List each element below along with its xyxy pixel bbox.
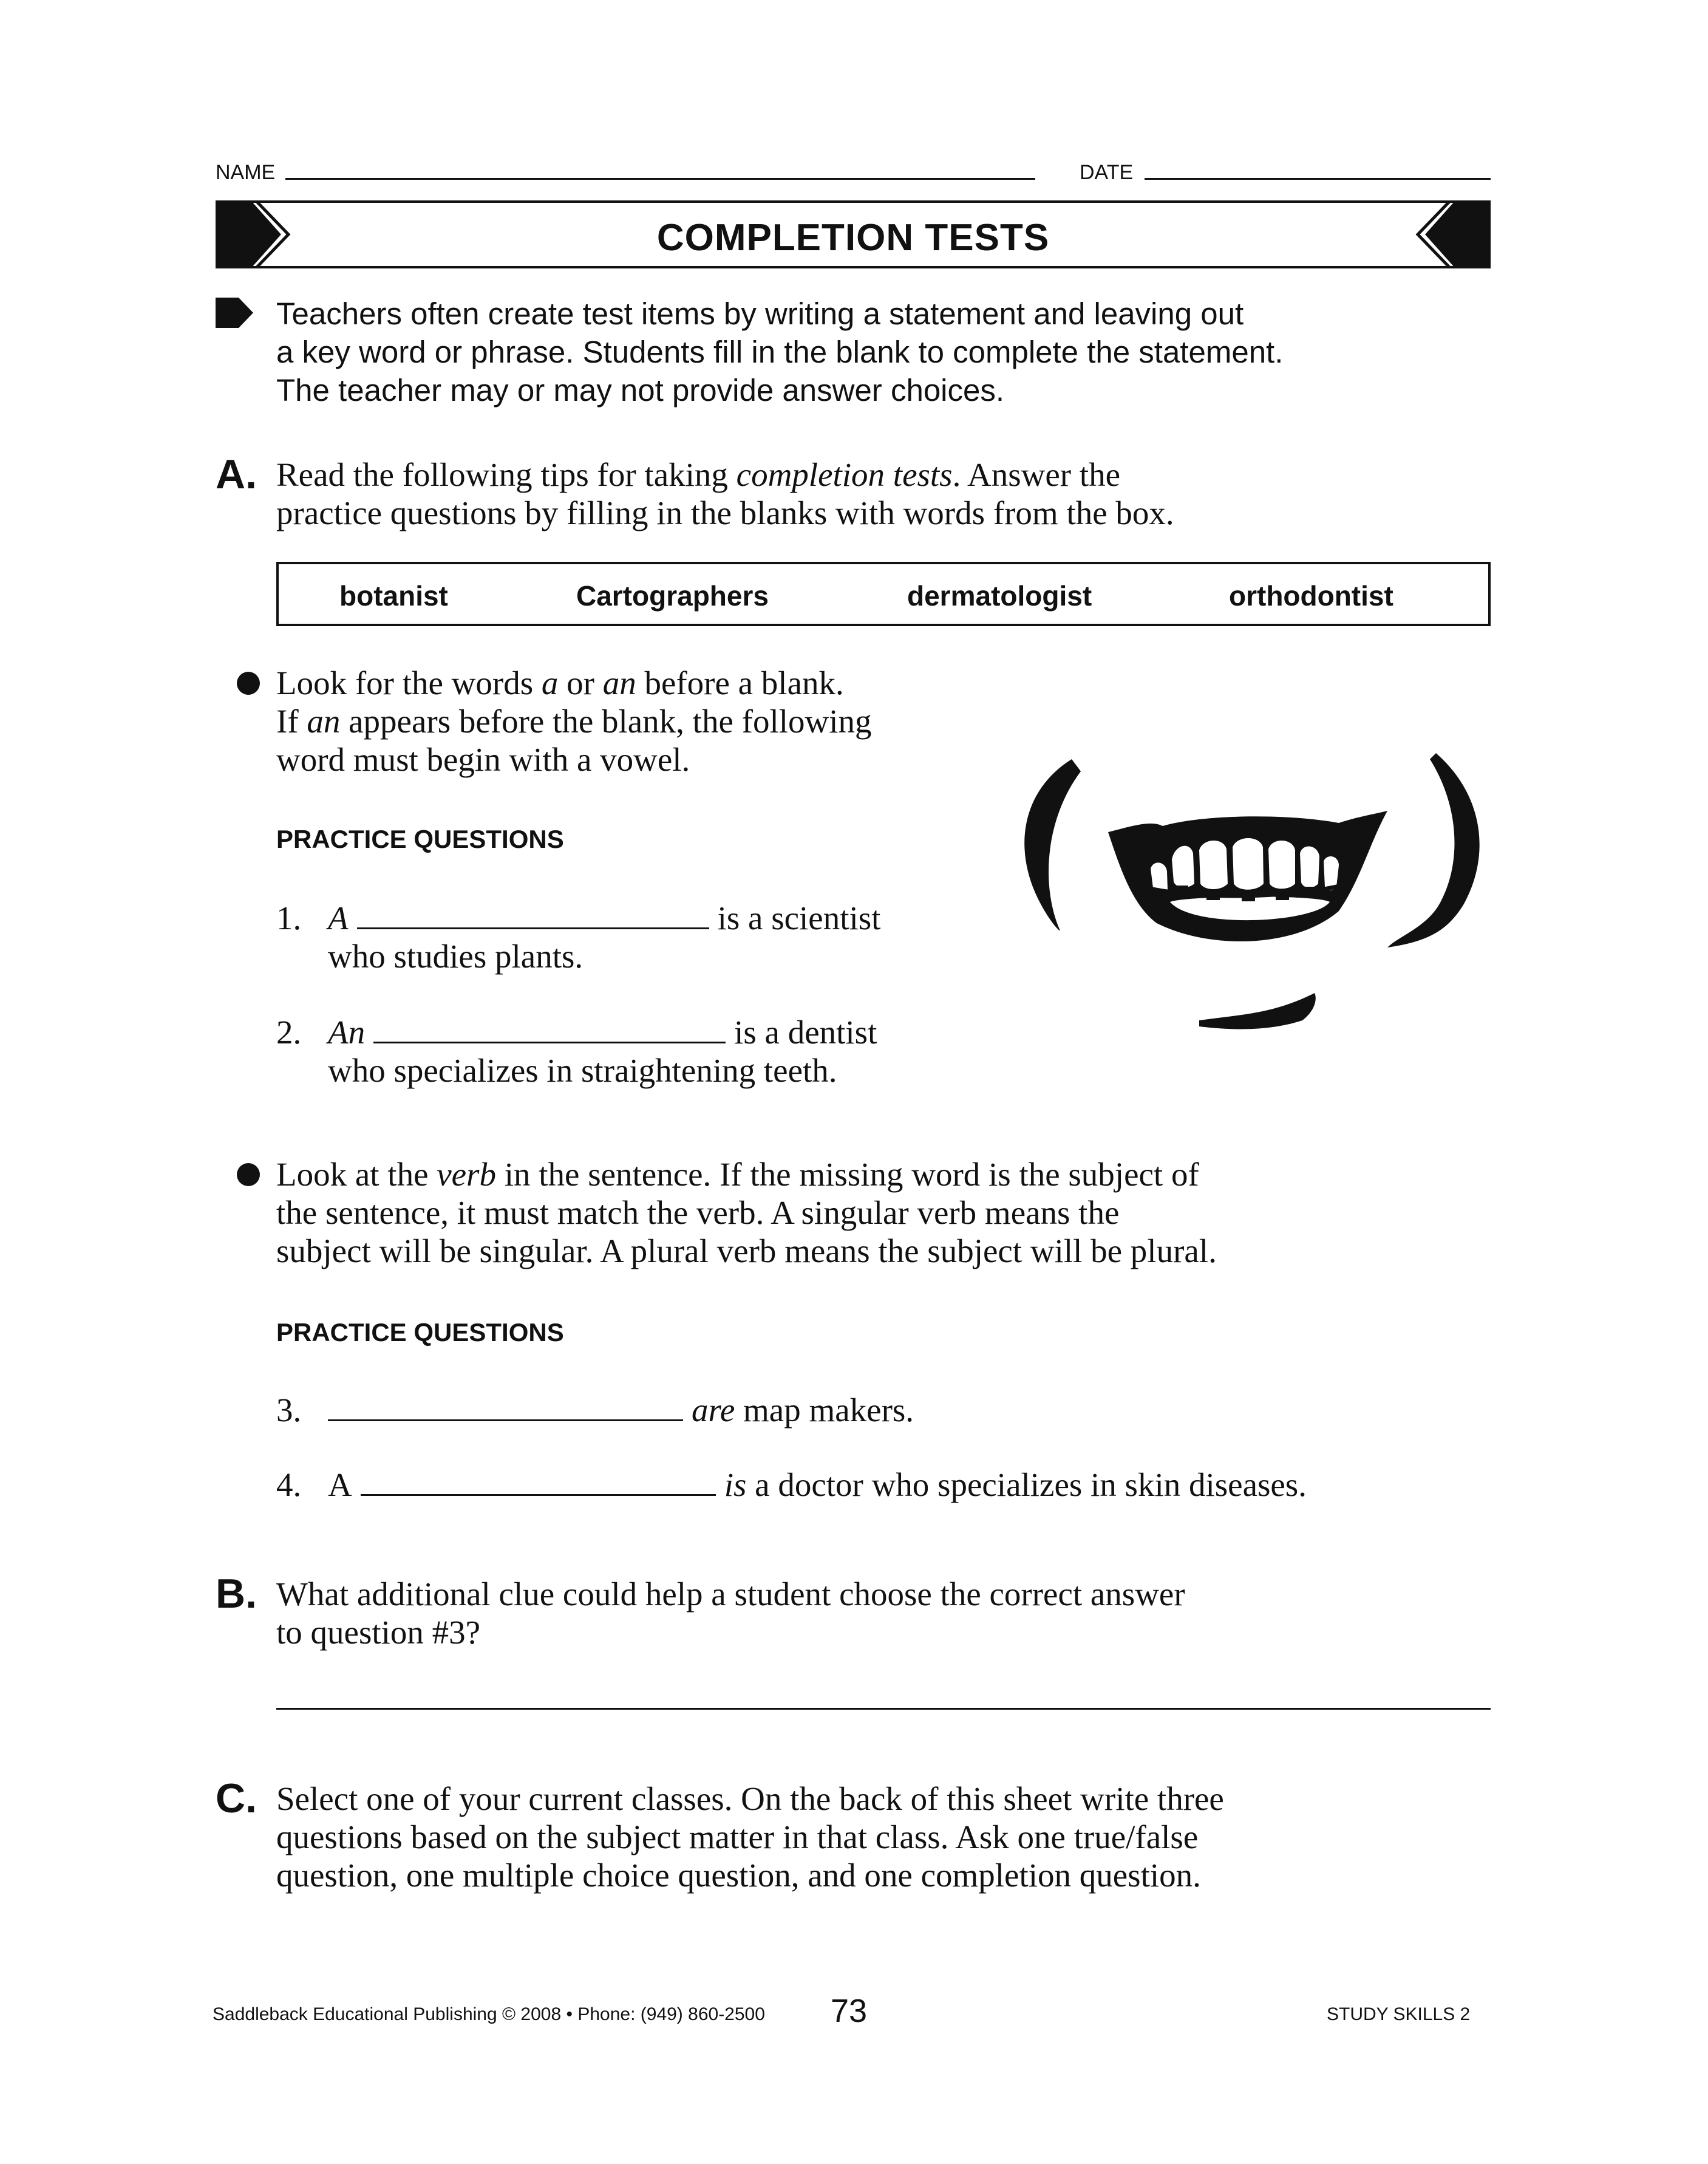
text-em: a <box>541 664 559 701</box>
text: map makers. <box>735 1391 914 1428</box>
section-a-instructions <box>276 456 1551 532</box>
text: Read the following tips for taking <box>276 456 737 493</box>
text-em: an <box>307 703 341 740</box>
smile-braces-illustration <box>1011 753 1497 1039</box>
text: is a dentist <box>734 1014 877 1051</box>
intro-arrow-icon <box>216 298 253 328</box>
section-b-letter: B. <box>216 1571 257 1617</box>
text: questions based on the subject matter in that class. Ask one true/false <box>276 1818 1199 1855</box>
word-box-item: dermatologist <box>907 580 1092 612</box>
section-a-letter: A. <box>216 451 257 497</box>
text: word must begin with a vowel. <box>276 741 690 778</box>
text: question, one multiple choice question, and one completion question. <box>276 1857 1201 1894</box>
tip-2-text <box>276 1155 1551 1270</box>
question-1 <box>276 899 1035 975</box>
text: in the sentence. If the missing word is the subject of <box>495 1156 1199 1193</box>
text: to question #3? <box>276 1614 481 1651</box>
text: who specializes in straightening teeth. <box>328 1052 837 1089</box>
section-b-question <box>276 1575 1551 1651</box>
text: appears before the blank, the following <box>340 703 872 740</box>
title-banner <box>216 200 1491 268</box>
intro-line: The teacher may or may not provide answer choices. <box>276 373 1005 408</box>
question-number: 4. <box>276 1466 302 1503</box>
name-label: NAME <box>216 161 276 184</box>
text: What additional clue could help a student choose the correct answer <box>276 1575 1185 1613</box>
right-arrow-icon <box>1412 200 1491 268</box>
text-em: verb <box>437 1156 496 1193</box>
question-2 <box>276 1013 1066 1090</box>
tip-1-text <box>276 664 1035 779</box>
text: Select one of your current classes. On the back of this sheet write three <box>276 1780 1224 1817</box>
practice-questions-heading: PRACTICE QUESTIONS <box>276 1318 564 1347</box>
text: a doctor who specializes in skin diseases. <box>746 1466 1307 1503</box>
text: If <box>276 703 307 740</box>
section-c-letter: C. <box>216 1775 257 1821</box>
date-field-line[interactable] <box>1145 178 1491 180</box>
text-em: A <box>328 899 349 937</box>
answer-blank-4[interactable] <box>361 1467 716 1496</box>
intro-line: a key word or phrase. Students fill in the blank to complete the statement. <box>276 335 1284 369</box>
page-number: 73 <box>831 1993 868 2029</box>
text: who studies plants. <box>328 938 584 975</box>
word-box-item: Cartographers <box>576 580 769 612</box>
question-4 <box>276 1466 1551 1504</box>
text: Look for the words <box>276 664 542 701</box>
text-em: are <box>692 1391 735 1428</box>
section-b-answer-line[interactable] <box>276 1708 1491 1710</box>
intro-line: Teachers often create test items by writing a statement and leaving out <box>276 296 1244 331</box>
practice-questions-heading: PRACTICE QUESTIONS <box>276 825 564 853</box>
name-field-line[interactable] <box>285 178 1035 180</box>
word-box <box>276 562 1491 626</box>
answer-blank-3[interactable] <box>328 1393 683 1421</box>
footer-series: STUDY SKILLS 2 <box>1327 2004 1471 2024</box>
text: . Answer the <box>952 456 1121 493</box>
footer-publisher: Saddleback Educational Publishing © 2008 • Phone: (949) 860-2500 <box>213 2004 765 2024</box>
section-c-instructions <box>276 1780 1551 1894</box>
text: before a blank. <box>636 664 844 701</box>
text-em: an <box>602 664 636 701</box>
text: A <box>328 1466 352 1503</box>
bullet-icon <box>237 1163 260 1186</box>
answer-blank-1[interactable] <box>357 901 709 929</box>
text: is a scientist <box>717 899 881 937</box>
date-label: DATE <box>1080 161 1134 184</box>
text: Look at the <box>276 1156 437 1193</box>
text-em: is <box>724 1466 747 1503</box>
answer-blank-2[interactable] <box>373 1015 726 1043</box>
question-number: 2. <box>276 1014 302 1051</box>
question-number: 3. <box>276 1391 302 1428</box>
text: practice questions by filling in the blanks with words from the box. <box>276 494 1174 531</box>
word-box-item: botanist <box>339 580 448 612</box>
bullet-icon <box>237 672 260 695</box>
text: the sentence, it must match the verb. A singular verb means the <box>276 1194 1120 1231</box>
question-number: 1. <box>276 899 302 937</box>
question-3 <box>276 1391 1369 1429</box>
text-em: An <box>328 1014 366 1051</box>
word-box-item: orthodontist <box>1229 580 1393 612</box>
text: subject will be singular. A plural verb means the subject will be plural. <box>276 1232 1217 1269</box>
text-em: completion tests <box>736 456 953 493</box>
intro-text <box>276 295 1551 409</box>
page-title: COMPLETION TESTS <box>656 217 1050 259</box>
text: or <box>558 664 603 701</box>
